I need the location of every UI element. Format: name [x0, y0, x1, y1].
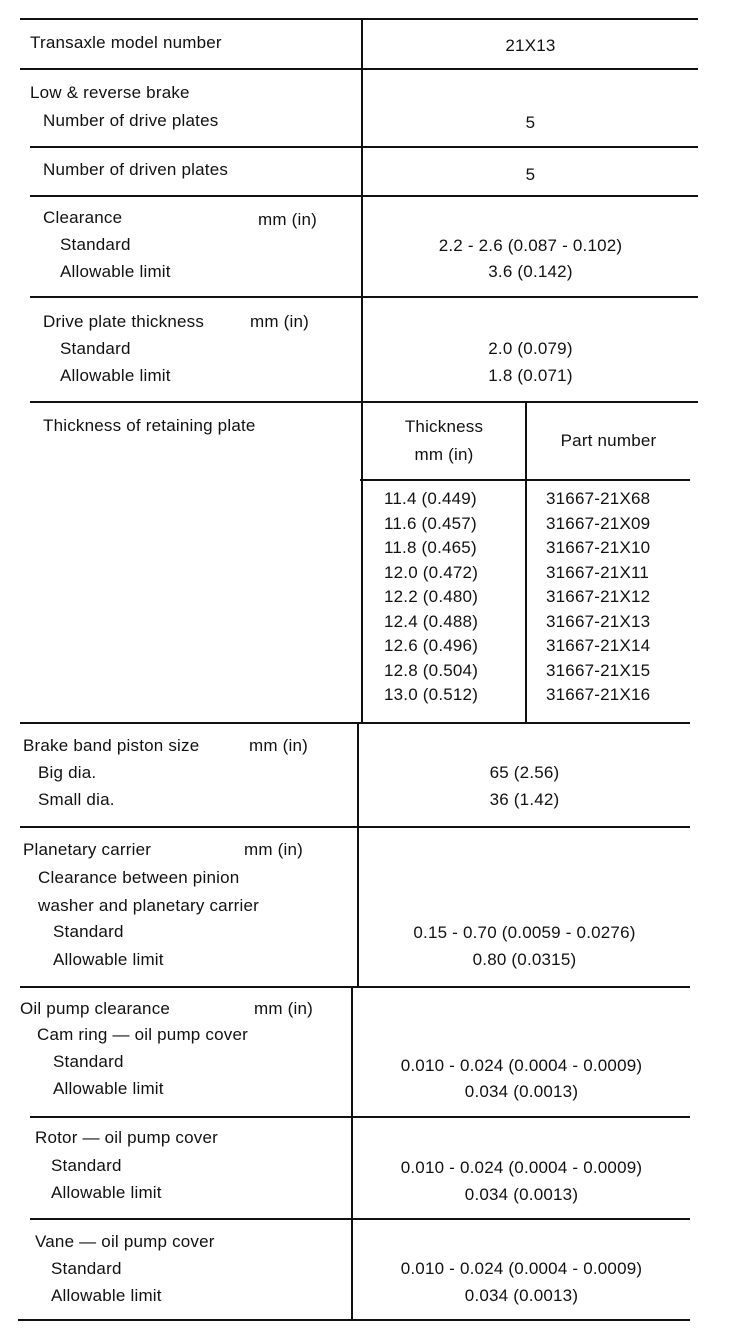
retaining-thickness-item: 11.8 (0.465)	[384, 538, 477, 557]
retaining-thickness-item: 12.8 (0.504)	[384, 660, 479, 680]
brake-band-label: Brake band piston size	[23, 736, 200, 755]
retaining-thickness-list	[384, 487, 478, 708]
rule	[30, 146, 698, 148]
rotor-limit-label: Allowable limit	[51, 1183, 162, 1202]
rotor-label: Rotor — oil pump cover	[35, 1128, 218, 1147]
model-label: Transaxle model number	[30, 33, 222, 52]
retaining-thickness-item: 13.0 (0.512)	[384, 685, 479, 704]
rule	[30, 1218, 690, 1220]
planetary-limit-label: Allowable limit	[53, 950, 164, 969]
retaining-thickness-item: 11.4 (0.449)	[384, 489, 477, 508]
planetary-standard-label: Standard	[53, 922, 124, 941]
cam-standard-label: Standard	[53, 1052, 124, 1071]
retaining-part-item: 31667-21X13	[546, 611, 651, 631]
driven-plates-value: 5	[525, 165, 536, 184]
rotor-standard-label: Standard	[51, 1156, 122, 1175]
retaining-col-thickness-unit: mm (in)	[414, 445, 474, 464]
rule	[30, 296, 698, 298]
section-title: Low & reverse brake	[30, 83, 190, 102]
rule	[20, 68, 698, 70]
planetary-label: Planetary carrier	[23, 840, 152, 859]
drive-thickness-limit: 1.8 (0.071)	[488, 366, 573, 385]
vane-label: Vane — oil pump cover	[35, 1232, 215, 1251]
cam-limit-label: Allowable limit	[53, 1079, 164, 1098]
clearance-label: Clearance	[43, 208, 123, 227]
drive-thickness-standard: 2.0 (0.079)	[488, 339, 573, 358]
retaining-part-item: 31667-21X10	[546, 538, 651, 557]
rule	[30, 195, 698, 197]
vane-limit: 0.034 (0.0013)	[464, 1286, 579, 1305]
vane-standard-label: Standard	[51, 1259, 122, 1278]
retaining-part-item: 31667-21X12	[546, 587, 651, 606]
big-dia-value: 65 (2.56)	[489, 763, 560, 782]
column-divider	[357, 722, 359, 986]
model-value: 21X13	[505, 36, 556, 55]
clearance-standard-label: Standard	[60, 235, 131, 254]
driven-plates-label: Number of driven plates	[43, 160, 229, 179]
retaining-label: Thickness of retaining plate	[43, 416, 256, 435]
rule-bottom	[18, 1319, 690, 1321]
retaining-thickness-item: 12.0 (0.472)	[384, 562, 479, 582]
retaining-thickness-item: 11.6 (0.457)	[384, 513, 477, 533]
retaining-part-item: 31667-21X09	[546, 513, 651, 533]
rule-top	[20, 18, 698, 20]
retaining-part-item: 31667-21X11	[546, 562, 650, 582]
retaining-thickness-item: 12.2 (0.480)	[384, 587, 479, 606]
clearance-limit-label: Allowable limit	[60, 262, 171, 281]
planetary-standard: 0.15 - 0.70 (0.0059 - 0.0276)	[413, 923, 636, 942]
brake-band-unit: mm (in)	[249, 736, 308, 755]
rule	[20, 722, 690, 724]
retaining-col-thickness: Thickness	[404, 417, 484, 436]
planetary-line1: Clearance between pinion	[38, 868, 240, 887]
planetary-limit: 0.80 (0.0315)	[472, 950, 577, 969]
vane-limit-label: Allowable limit	[51, 1286, 162, 1305]
big-dia-label: Big dia.	[38, 763, 97, 782]
rule	[20, 986, 690, 988]
retaining-part-item: 31667-21X68	[546, 489, 651, 508]
rule	[30, 1116, 690, 1118]
small-dia-label: Small dia.	[38, 790, 115, 809]
retaining-part-item: 31667-21X15	[546, 660, 651, 680]
vane-standard: 0.010 - 0.024 (0.0004 - 0.0009)	[400, 1259, 643, 1278]
oil-pump-unit: mm (in)	[254, 999, 313, 1018]
oil-pump-label: Oil pump clearance	[20, 999, 171, 1018]
retaining-thickness-item: 12.6 (0.496)	[384, 636, 479, 655]
drive-plates-label: Number of drive plates	[43, 111, 219, 130]
retaining-part-item: 31667-21X16	[546, 685, 651, 704]
drive-thickness-limit-label: Allowable limit	[60, 366, 171, 385]
clearance-limit: 3.6 (0.142)	[488, 262, 573, 281]
clearance-standard: 2.2 - 2.6 (0.087 - 0.102)	[438, 236, 623, 255]
planetary-unit: mm (in)	[244, 840, 303, 859]
retaining-part-list	[546, 487, 650, 708]
retaining-col-part: Part number	[560, 431, 657, 450]
clearance-unit: mm (in)	[258, 210, 317, 229]
drive-thickness-label: Drive plate thickness	[43, 312, 205, 331]
retaining-thickness-item: 12.4 (0.488)	[384, 611, 479, 631]
rule	[30, 401, 698, 403]
retaining-part-item: 31667-21X14	[546, 636, 651, 655]
planetary-line2: washer and planetary carrier	[38, 896, 260, 915]
rotor-standard: 0.010 - 0.024 (0.0004 - 0.0009)	[400, 1158, 643, 1177]
cam-limit: 0.034 (0.0013)	[464, 1082, 579, 1101]
cam-standard: 0.010 - 0.024 (0.0004 - 0.0009)	[400, 1056, 643, 1075]
cam-ring-label: Cam ring — oil pump cover	[37, 1025, 248, 1044]
rotor-limit: 0.034 (0.0013)	[464, 1185, 579, 1204]
drive-plates-value: 5	[525, 113, 536, 132]
small-dia-value: 36 (1.42)	[489, 790, 560, 809]
drive-thickness-standard-label: Standard	[60, 339, 131, 358]
drive-thickness-unit: mm (in)	[250, 312, 309, 331]
rule	[20, 826, 690, 828]
